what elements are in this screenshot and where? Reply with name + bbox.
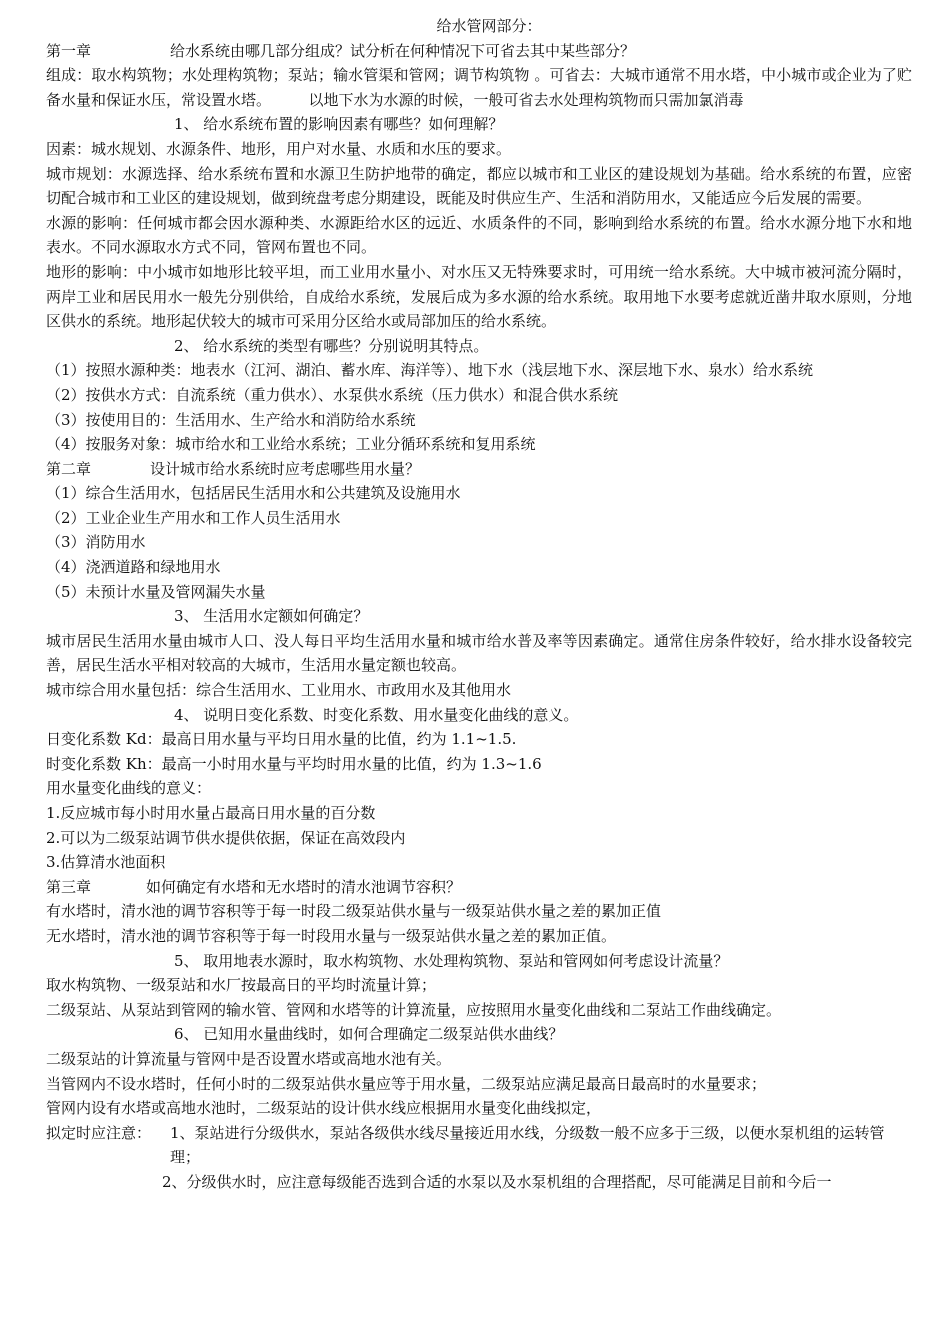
question-3-total: 城市综合用水量包括：综合生活用水、工业用水、市政用水及其他用水 — [46, 681, 512, 700]
question-3: 3、 生活用水定额如何确定？ — [174, 607, 369, 626]
chapter-3-question: 如何确定有水塔和无水塔时的清水池调节容积？ — [146, 877, 462, 896]
list-item: （3）按使用目的：生活用水、生产给水和消防给水系统 — [46, 410, 416, 429]
chapter-1-heading — [46, 39, 912, 64]
list-item: （2）工业企业生产用水和工作人员生活用水 — [46, 508, 341, 527]
question-1-source: 水源的影响：任何城市都会因水源种类、水源距给水区的远近、水质条件的不同，影响到给水系统的布置。给水水源分地下水和地表水。不同水源取水方式不同，管网布置也不同。 — [46, 213, 912, 257]
question-1: 1、 给水系统布置的影响因素有哪些？如何理解？ — [174, 115, 504, 134]
question-2: 2、 给水系统的类型有哪些？分别说明其特点。 — [174, 336, 489, 355]
chapter-1-answer: 组成：取水构筑物；水处理构筑物；泵站；输水管渠和管网；调节构筑物 。可省去：大城市通常不用水塔，中小城市或企业为了贮备水量和保证水压，常设置水塔。 以地下水为水源的时候，一般可省去水处理构筑物而只需加氯消毒 — [46, 66, 912, 109]
chapter-3-heading — [46, 875, 912, 900]
question-6-note — [46, 1121, 912, 1170]
question-6-answer-3: 管网内设有水塔或高地水池时，二级泵站的设计供水线应根据用水量变化曲线拟定， — [46, 1099, 602, 1118]
question-6: 6、 已知用水量曲线时，如何合理确定二级泵站供水曲线？ — [174, 1025, 564, 1044]
question-6-answer-2: 当管网内不设水塔时，任何小时的二级泵站供水量应等于用水量，二级泵站应满足最高日最高时的水量要求； — [46, 1074, 767, 1093]
question-5-answer-1: 取水构筑物、一级泵站和水厂按最高日的平均时流量计算； — [46, 976, 437, 995]
question-6-answer-1: 二级泵站的计算流量与管网中是否设置水塔或高地水池有关。 — [46, 1049, 452, 1068]
list-item: 2.可以为二级泵站调节供水提供依据，保证在高效段内 — [46, 828, 406, 847]
question-5: 5、 取用地表水源时，取水构筑物、水处理构筑物、泵站和管网如何考虑设计流量？ — [174, 951, 729, 970]
chapter-2-label: 第二章 — [46, 459, 92, 478]
chapter-1-label: 第一章 — [46, 41, 92, 60]
question-4: 4、 说明日变化系数、时变化系数、用水量变化曲线的意义。 — [174, 705, 579, 724]
question-1-factors: 因素：城水规划、水源条件、地形，用户对水量、水质和水压的要求。 — [46, 139, 512, 158]
chapter-2-question: 设计城市给水系统时应考虑哪些用水量？ — [150, 459, 421, 478]
question-6-note-2: 2、分级供水时，应注意每级能否选到合适的水泵以及水泵机组的合理搭配，尽可能满足目前和今后一 — [162, 1172, 832, 1191]
question-6-note-1: 1、泵站进行分级供水，泵站各级供水线尽量接近用水线，分级数一般不应多于三级，以便水泵机组的运转管理； — [170, 1123, 885, 1167]
list-item: （4）按服务对象：城市给水和工业给水系统；工业分循环系统和复用系统 — [46, 435, 536, 454]
document-title: 给水管网部分： — [436, 17, 542, 35]
chapter-2-heading — [46, 457, 912, 482]
list-item: （3）消防用水 — [46, 533, 146, 552]
list-item: （1）按照水源种类：地表水（江河、湖泊、蓄水库、海洋等）、地下水（浅层地下水、深层地下水、泉水）给水系统 — [46, 361, 814, 380]
chapter-3-without-tower: 无水塔时，清水池的调节容积等于每一时段用水量与一级泵站供水量之差的累加正值。 — [46, 926, 617, 945]
question-1-planning: 城市规划：水源选择、给水系统布置和水源卫生防护地带的确定，都应以城市和工业区的建设规划为基础。给水系统的布置，应密切配合城市和工业区的建设规划，做到统盘考虑分期建设，既能及时供应生产、生活和消防用水，又能适应今后发展的需要。 — [46, 164, 912, 208]
question-5-answer-2: 二级泵站、从泵站到管网的输水管、管网和水塔等的计算流量，应按照用水量变化曲线和二泵站工作曲线确定。 — [46, 1000, 782, 1019]
list-item: （5）未预计水量及管网漏失水量 — [46, 582, 266, 601]
chapter-1-question: 给水系统由哪几部分组成？试分析在何种情况下可省去其中某些部分？ — [170, 41, 636, 60]
question-4-kd: 日变化系数 Kd：最高日用水量与平均日用水量的比值，约为 1.1~1.5. — [46, 730, 517, 749]
list-item: （1）综合生活用水，包括居民生活用水和公共建筑及设施用水 — [46, 484, 461, 503]
question-6-note-lead: 拟定时应注意： — [46, 1123, 152, 1142]
list-item: 1.反应城市每小时用水量占最高日用水量的百分数 — [46, 804, 376, 822]
question-3-answer: 城市居民生活用水量由城市人口、没人每日平均生活用水量和城市给水普及率等因素确定。通常住房条件较好，给水排水设备较完善，居民生活水平相对较高的大城市，生活用水量定额也较高。 — [46, 631, 912, 675]
question-4-curve: 用水量变化曲线的意义： — [46, 779, 212, 798]
question-1-terrain: 地形的影响：中小城市如地形比较平坦，而工业用水量小、对水压又无特殊要求时，可用统一给水系统。大中城市被河流分隔时，两岸工业和居民用水一般先分别供给，自成给水系统，发展后成为多水源的给水系统。取用地下水要考虑就近凿井取水原则，分地区供水的系统。地形起伏较大的城市可采用分区给水或局部加压的给水系统。 — [46, 262, 912, 331]
chapter-3-with-tower: 有水塔时，清水池的调节容积等于每一时段二级泵站供水量与一级泵站供水量之差的累加正值 — [46, 902, 662, 921]
list-item: （2）按供水方式：自流系统（重力供水）、水泵供水系统（压力供水）和混合供水系统 — [46, 385, 619, 404]
question-4-kh: 时变化系数 Kh：最高一小时用水量与平均时用水量的比值，约为 1.3~1.6 — [46, 754, 542, 773]
list-item: 3.估算清水池面积 — [46, 853, 166, 872]
list-item: （4）浇洒道路和绿地用水 — [46, 558, 221, 577]
chapter-3-label: 第三章 — [46, 877, 92, 896]
